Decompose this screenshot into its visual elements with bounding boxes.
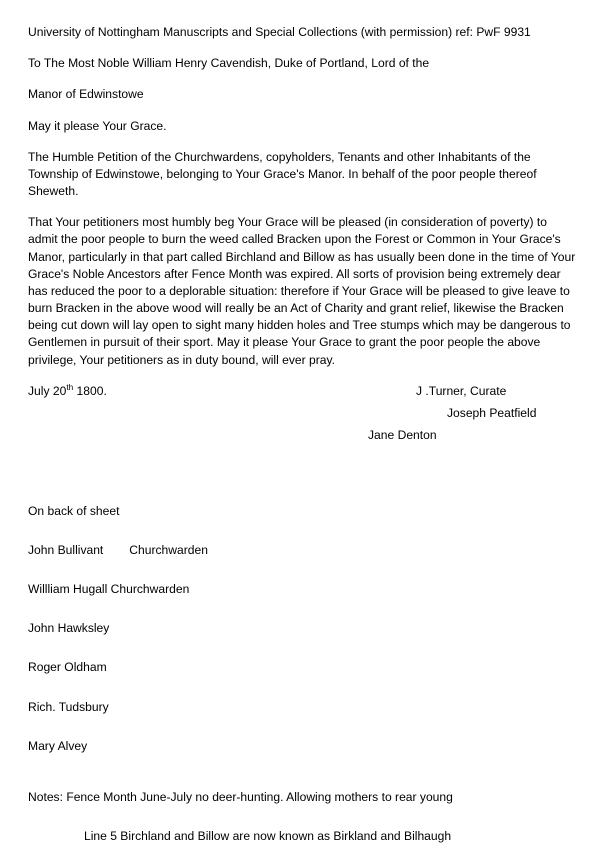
salutation: May it please Your Grace.: [28, 118, 167, 133]
petition-preamble: The Humble Petition of the Churchwardens, copyholders, Tenants and other Inhabitants of the Township of Edwinstowe, belonging to Your Grace's Manor. In behalf of the poor people thereof Sheweth.: [28, 149, 537, 199]
list-item: [28, 738, 576, 755]
signatory-3: Jane Denton: [368, 427, 437, 442]
signatory-1: J .Turner, Curate: [416, 383, 507, 398]
signature-row-1: [28, 383, 576, 405]
list-item: [28, 542, 576, 559]
section-spacer: [28, 449, 576, 503]
list-item: [28, 699, 576, 716]
petition-date: [28, 383, 107, 400]
signer-name: John Bullivant: [28, 542, 104, 557]
signer-role: Churchwarden: [129, 542, 208, 557]
address-line-1: To The Most Noble William Henry Cavendish, Duke of Portland, Lord of the: [28, 56, 430, 71]
signer-name: Rich. Tudsbury: [28, 699, 109, 714]
note-1: Notes: Fence Month June-July no deer-hunting. Allowing mothers to rear young: [28, 789, 453, 804]
note-2: Line 5 Birchland and Billow are now known as Birkland and Bilhaugh: [84, 829, 452, 844]
notes-section: [28, 789, 576, 845]
address-line-2: Manor of Edwinstowe: [28, 87, 144, 102]
list-item: [28, 620, 576, 637]
date-prefix: July 20: [28, 383, 67, 398]
date-ordinal: th: [66, 382, 74, 392]
list-item: [28, 659, 576, 676]
date-suffix: 1800.: [73, 383, 107, 398]
back-of-sheet-heading: On back of sheet: [28, 503, 120, 518]
list-item: [28, 581, 576, 598]
signer-name: Roger Oldham: [28, 660, 107, 675]
signer-name: Willliam Hugall Churchwarden: [28, 582, 190, 597]
source-credit: University of Nottingham Manuscripts and Special Collections (with permission) ref: PwF 9931: [28, 25, 531, 39]
signatory-2: Joseph Peatfield: [447, 405, 537, 420]
signature-row-3: [28, 427, 576, 449]
back-of-sheet-section: [28, 503, 576, 755]
signer-name: John Hawksley: [28, 621, 110, 636]
signature-row-2: [28, 405, 576, 427]
petition-body: That Your petitioners most humbly beg Your Grace will be pleased (in consideration of poverty) to admit the poor people to burn the weed called Bracken upon the Forest or Common in Your Grace's Manor, particularly in that part called Birchland and Billow as has usually been done in the time of Your Grace's Noble Ancestors after Fence Month was expired. All sorts of provision being extremely dear has reduced the poor to a deplorable situation: therefore if Your Grace will be pleased to give leave to burn Bracken in the above wood will really be an Act of Charity and grant relief, likewise the Bracken being cut down will lay open to sight many hidden holes and Tree stumps which may be dangerous to Gentlemen in pursuit of their sport. May it please Your Grace to grant the poor people the above privilege, Your petitioners as in duty bound, will ever pray.: [28, 215, 576, 367]
signature-block: [28, 383, 576, 449]
signer-name: Mary Alvey: [28, 738, 88, 753]
